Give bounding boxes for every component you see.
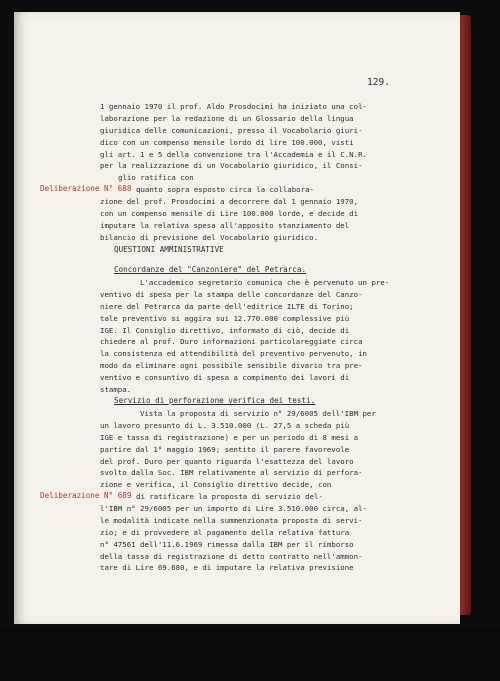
text-line: del prof. Duro per quanto riguarda l'esattezza del lavoro [100, 456, 354, 466]
text-line: ventivo e consuntivo di spesa a compimento dei lavori di [100, 373, 350, 383]
page-number: 129. [367, 77, 390, 88]
text-line: la consistenza ed attendibilità del preventivo pervenuto, in [100, 349, 367, 359]
text-line: gli art. 1 e 5 della convenzione tra l'Accademia e il C.N.R. [100, 149, 367, 159]
subsection-title-petrarca: Concordanze del "Canzoniere" del Petrarca. [114, 265, 307, 274]
deliberation-label-688: Deliberazione N° 688 [40, 184, 132, 193]
text-line: di ratificare la proposta di servizio del- [136, 492, 323, 501]
text-line: imputare la relativa spesa all'apposito stanziamento del [100, 220, 350, 230]
subsection-title-perforazione: Servizio di perforazione verifica dei testi. [114, 396, 316, 405]
text-line: 1 gennaio 1970 il prof. Aldo Prosdocimi ha iniziato una col- [100, 102, 367, 111]
text-line: con un compenso mensile di Lire 100.000 lorde, e decide di [100, 208, 359, 218]
text-line: zio; e di provvedere al pagamento della relativa fattura [100, 527, 350, 537]
text-line: L'accademico segretario comunica che è pervenuto un pre- [140, 278, 390, 287]
text-line: glio ratifica con [118, 173, 194, 183]
text-line: laborazione per la redazione di un Glossario della lingua [100, 113, 354, 123]
text-line: IGE e tassa di registrazione) e per un periodo di 8 mesi a [100, 432, 359, 442]
text-line: svolto dalla Soc. IBM relativamente al servizio di perfora- [100, 468, 363, 478]
deliberation-label-689: Deliberazione N° 689 [40, 491, 132, 500]
text-line: zione del prof. Prosdocimi a decorrere dal 1 gennaio 1970, [100, 197, 359, 206]
text-line: dico con un compenso mensile lordo di lire 100.000, visti [100, 137, 354, 147]
deliberation-689-text [100, 503, 400, 574]
text-line: stampa. [100, 385, 132, 395]
background-base [0, 628, 500, 681]
paragraph-perforazione [100, 408, 400, 491]
text-line: zione e verifica, il Consiglio direttivo decide, con [100, 480, 332, 490]
text-line: della tassa di registrazione di detto contratto nell'ammon- [100, 551, 363, 561]
text-line: Vista la proposta di servizio n° 29/6005 dell'IBM per [140, 409, 376, 418]
text-line: quanto sopra esposto circa la collabora- [136, 185, 314, 194]
deliberation-688-first-line [136, 184, 436, 196]
text-line: bilancio di previsione del Vocabolario giuridico. [100, 232, 319, 242]
text-line: per la realizzazione di un Vocabolario giuridico, il Consi- [100, 161, 363, 171]
section-title: QUESTIONI AMMINISTRATIVE [114, 245, 224, 254]
text-line: le modalità indicate nella summenzionata proposta di servi- [100, 515, 363, 525]
text-line: niere del Petrarca da parte dell'editrice ILTE di Torino; [100, 301, 354, 311]
text-line: partire dal 1° maggio 1969; sentito il parere favorevole [100, 444, 350, 454]
text-line: tale preventivo si aggira sui 12.770.000 complessive più [100, 313, 350, 323]
text-line: IGE. Il Consiglio direttivo, informato di ciò, decide di [100, 325, 350, 335]
text-line: n° 47561 dell'11.6.1969 rimessa dalla IBM per il rimborso [100, 539, 354, 549]
text-line: giuridica delle comunicazioni, presso il Vocabolario giuri- [100, 125, 363, 135]
text-line: un lavoro presunto di L. 3.510.000 (L. 27,5 a scheda più [100, 420, 350, 430]
deliberation-689-first-line [136, 491, 436, 503]
text-line: l'IBM n° 29/6005 per un importo di Lire 3.510.000 circa, al- [100, 504, 367, 513]
text-line: chiedere al prof. Duro informazioni particolareggiate circa [100, 337, 363, 347]
text-line: modo da eliminare ogni possibile sensibile divario tra pre- [100, 361, 363, 371]
paragraph-petrarca [100, 277, 400, 396]
deliberation-688-text [100, 196, 400, 244]
paragraph-prosdocimi [100, 101, 400, 184]
text-line: tare di Lire 69.680, e di imputare la relativa previsione [100, 563, 354, 573]
text-line: ventivo di spesa per la stampa delle concordanze del Canzo- [100, 289, 363, 299]
